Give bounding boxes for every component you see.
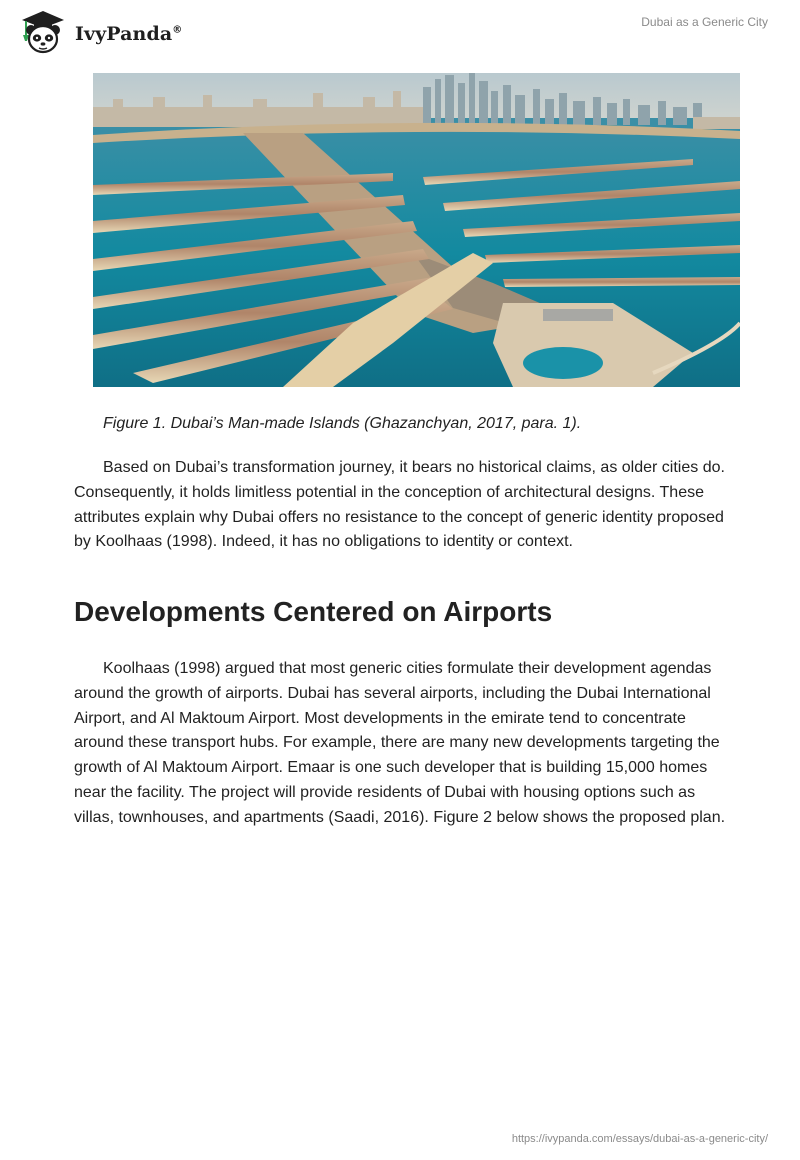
page-header <box>0 0 800 60</box>
body-paragraph-2: Koolhaas (1998) argued that most generic cities formulate their development agendas around the growth of airports. Dubai has several airports, including the Dubai International Airport, and Al Maktoum Airport. Most developments in the emirate tend to concentrate around these transport hubs. For example, there are many new developments targeting the growth of Al Maktoum Airport. Emaar is one such developer that is building 15,000 homes near the facility. The project will provide residents of Dubai with housing options such as villas, townhouses, and apartments (Saadi, 2016). Figure 2 below shows the proposed plan. <box>74 660 726 826</box>
body-paragraph-1: Based on Dubai’s transformation journey, it bears no historical claims, as older cities do. Consequently, it holds limitless potential in the conception of architectural designs. These attributes explain why Dubai offers no resistance to the concept of generic identity proposed by Koolhaas (1998). Indeed, it has no obligations to identity or context. <box>74 459 725 551</box>
running-title: Dubai as a Generic City <box>641 15 768 29</box>
brand-name: IvyPanda® <box>75 23 183 45</box>
source-url[interactable]: https://ivypanda.com/essays/dubai-as-a-generic-city/ <box>511 1133 768 1145</box>
panda-graduate-icon <box>14 8 72 56</box>
brand-logo[interactable] <box>14 8 182 56</box>
section-heading: Developments Centered on Airports <box>74 596 553 627</box>
palm-islands-aerial-photo <box>93 73 740 387</box>
figure-image <box>93 73 740 387</box>
figure-caption: Figure 1. Dubai’s Man-made Islands (Ghazanchyan, 2017, para. 1). <box>103 415 582 432</box>
